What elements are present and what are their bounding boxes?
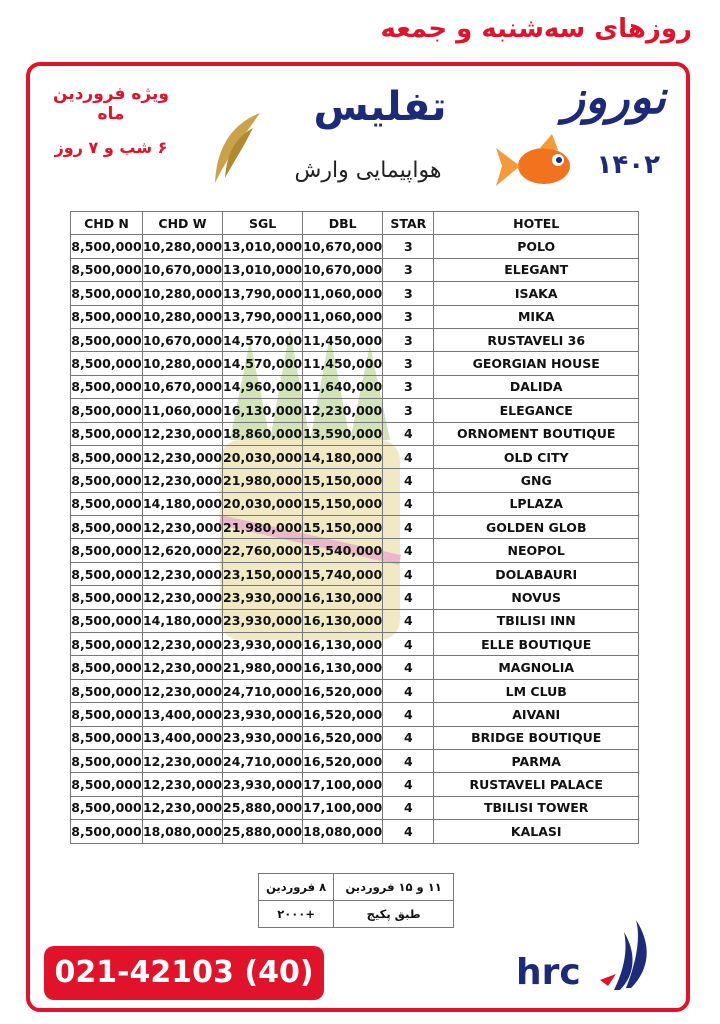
price-cell: 8,500,000 (71, 375, 143, 398)
surcharge-cell: +۲۰۰۰ (259, 901, 334, 928)
hotel-name-cell: ELEGANT (434, 258, 639, 281)
price-cell: 16,130,000 (303, 656, 383, 679)
table-row (71, 562, 639, 585)
price-cell: 25,880,000 (223, 820, 303, 843)
hotel-name-cell: POLO (434, 235, 639, 258)
hotel-name-cell: RUSTAVELI 36 (434, 328, 639, 351)
price-cell: 14,570,000 (223, 328, 303, 351)
price-cell: 13,010,000 (223, 235, 303, 258)
price-cell: 8,500,000 (71, 726, 143, 749)
table-row (71, 609, 639, 632)
price-cell: 23,930,000 (223, 703, 303, 726)
price-cell: 8,500,000 (71, 773, 143, 796)
price-cell: 16,130,000 (223, 399, 303, 422)
hotel-name-cell: OLD CITY (434, 445, 639, 468)
table-row (71, 445, 639, 468)
hotel-name-cell: RUSTAVELI PALACE (434, 773, 639, 796)
hotel-price-table (70, 211, 639, 844)
price-cell: 14,960,000 (223, 375, 303, 398)
price-cell: 16,130,000 (303, 586, 383, 609)
price-cell: 12,230,000 (142, 469, 222, 492)
price-cell: 8,500,000 (71, 305, 143, 328)
price-cell: 8,500,000 (71, 703, 143, 726)
price-cell: 8,500,000 (71, 586, 143, 609)
hotel-name-cell: GNG (434, 469, 639, 492)
price-cell: 8,500,000 (71, 539, 143, 562)
table-row (71, 703, 639, 726)
table-row (71, 820, 639, 843)
price-cell: 12,230,000 (142, 633, 222, 656)
airline-name: هواپیمایی وارش (294, 158, 442, 183)
price-cell: 11,060,000 (142, 399, 222, 422)
special-offer-text: ویژه فروردین ماه (53, 84, 169, 124)
table-row (71, 492, 639, 515)
brand-text: hrc (516, 952, 581, 993)
price-cell: 15,150,000 (303, 516, 383, 539)
star-cell: 4 (383, 796, 434, 819)
table-row (71, 282, 639, 305)
price-cell: 20,030,000 (223, 445, 303, 468)
price-cell: 10,670,000 (142, 258, 222, 281)
hotel-name-cell: KALASI (434, 820, 639, 843)
table-row (71, 399, 639, 422)
price-cell: 24,710,000 (223, 679, 303, 702)
table-header-row (71, 212, 639, 235)
hotel-name-cell: NOVUS (434, 586, 639, 609)
price-cell: 11,450,000 (303, 328, 383, 351)
price-cell: 8,500,000 (71, 609, 143, 632)
table-row (71, 679, 639, 702)
hotel-name-cell: PARMA (434, 749, 639, 772)
hotel-name-cell: GEORGIAN HOUSE (434, 352, 639, 375)
table-row (71, 633, 639, 656)
star-cell: 4 (383, 469, 434, 492)
star-cell: 3 (383, 235, 434, 258)
hotel-name-cell: LM CLUB (434, 679, 639, 702)
price-cell: 21,980,000 (223, 469, 303, 492)
hotel-name-cell: LPLAZA (434, 492, 639, 515)
star-cell: 3 (383, 375, 434, 398)
price-cell: 23,930,000 (223, 586, 303, 609)
price-cell: 15,150,000 (303, 469, 383, 492)
price-cell: 21,980,000 (223, 656, 303, 679)
price-cell: 8,500,000 (71, 422, 143, 445)
hotel-name-cell: TBILISI TOWER (434, 796, 639, 819)
price-cell: 12,230,000 (142, 516, 222, 539)
star-cell: 4 (383, 445, 434, 468)
price-cell: 10,280,000 (142, 235, 222, 258)
star-cell: 4 (383, 633, 434, 656)
table-row (71, 726, 639, 749)
price-cell: 14,180,000 (303, 445, 383, 468)
dates-table (258, 873, 454, 928)
star-cell: 4 (383, 679, 434, 702)
price-cell: 17,100,000 (303, 773, 383, 796)
price-cell: 13,010,000 (223, 258, 303, 281)
price-cell: 16,520,000 (303, 703, 383, 726)
price-cell: 8,500,000 (71, 492, 143, 515)
price-cell: 8,500,000 (71, 399, 143, 422)
price-cell: 23,930,000 (223, 609, 303, 632)
airline-bird-icon (205, 108, 265, 188)
price-cell: 8,500,000 (71, 679, 143, 702)
table-row (71, 469, 639, 492)
table-row (71, 375, 639, 398)
duration-text: ۶ شب و ۷ روز (54, 138, 168, 157)
price-cell: 12,230,000 (142, 773, 222, 796)
table-row (71, 352, 639, 375)
price-cell: 25,880,000 (223, 796, 303, 819)
price-cell: 11,060,000 (303, 305, 383, 328)
price-cell: 16,520,000 (303, 679, 383, 702)
star-cell: 4 (383, 422, 434, 445)
price-cell: 18,080,000 (303, 820, 383, 843)
price-cell: 12,230,000 (142, 562, 222, 585)
price-cell: 12,230,000 (142, 679, 222, 702)
hotel-name-cell: NEOPOL (434, 539, 639, 562)
price-cell: 11,060,000 (303, 282, 383, 305)
price-cell: 12,230,000 (142, 445, 222, 468)
table-row (71, 258, 639, 281)
column-header: DBL (303, 212, 383, 235)
price-cell: 21,980,000 (223, 516, 303, 539)
column-header: HOTEL (434, 212, 639, 235)
travel-days-text: روزهای سه‌شنبه و جمعه (380, 14, 692, 44)
price-cell: 16,520,000 (303, 749, 383, 772)
destination-title: تفلیس (313, 84, 447, 130)
price-cell: 14,180,000 (142, 609, 222, 632)
price-cell: 8,500,000 (71, 469, 143, 492)
hotel-name-cell: ELEGANCE (434, 399, 639, 422)
price-cell: 10,670,000 (142, 328, 222, 351)
price-cell: 24,710,000 (223, 749, 303, 772)
hotel-name-cell: DOLABAURI (434, 562, 639, 585)
star-cell: 4 (383, 492, 434, 515)
surcharge-cell: طبق پکیج (334, 901, 454, 928)
table-row (71, 422, 639, 445)
column-header: STAR (383, 212, 434, 235)
hotel-name-cell: ISAKA (434, 282, 639, 305)
star-cell: 4 (383, 703, 434, 726)
nowruz-logo (492, 70, 672, 200)
star-cell: 4 (383, 586, 434, 609)
price-cell: 17,100,000 (303, 796, 383, 819)
price-cell: 8,500,000 (71, 749, 143, 772)
star-cell: 4 (383, 516, 434, 539)
price-cell: 14,570,000 (223, 352, 303, 375)
price-cell: 10,670,000 (142, 375, 222, 398)
table-row (71, 749, 639, 772)
table-row (71, 796, 639, 819)
table-row (71, 235, 639, 258)
star-cell: 4 (383, 726, 434, 749)
price-cell: 12,230,000 (142, 749, 222, 772)
price-cell: 10,670,000 (303, 235, 383, 258)
price-cell: 8,500,000 (71, 796, 143, 819)
star-cell: 3 (383, 305, 434, 328)
price-cell: 13,790,000 (223, 282, 303, 305)
hotel-name-cell: MIKA (434, 305, 639, 328)
hotel-name-cell: ORNOMENT BOUTIQUE (434, 422, 639, 445)
price-cell: 12,230,000 (142, 422, 222, 445)
price-cell: 13,400,000 (142, 703, 222, 726)
goldfish-icon (492, 130, 582, 200)
price-cell: 8,500,000 (71, 516, 143, 539)
star-cell: 4 (383, 749, 434, 772)
table-row (71, 539, 639, 562)
star-cell: 4 (383, 539, 434, 562)
price-cell: 8,500,000 (71, 656, 143, 679)
hotel-name-cell: DALIDA (434, 375, 639, 398)
price-cell: 8,500,000 (71, 352, 143, 375)
star-cell: 3 (383, 399, 434, 422)
price-cell: 8,500,000 (71, 562, 143, 585)
price-cell: 23,150,000 (223, 562, 303, 585)
date-cell: ۱۱ و ۱۵ فروردین (334, 874, 454, 901)
price-cell: 13,590,000 (303, 422, 383, 445)
price-cell: 12,620,000 (142, 539, 222, 562)
price-cell: 18,080,000 (142, 820, 222, 843)
hotel-name-cell: ELLE BOUTIQUE (434, 633, 639, 656)
star-cell: 4 (383, 820, 434, 843)
column-header: CHD W (142, 212, 222, 235)
price-cell: 22,760,000 (223, 539, 303, 562)
price-cell: 8,500,000 (71, 282, 143, 305)
price-cell: 13,790,000 (223, 305, 303, 328)
column-header: SGL (223, 212, 303, 235)
price-cell: 10,670,000 (303, 258, 383, 281)
price-cell: 8,500,000 (71, 633, 143, 656)
price-cell: 8,500,000 (71, 820, 143, 843)
price-cell: 11,640,000 (303, 375, 383, 398)
price-cell: 8,500,000 (71, 445, 143, 468)
price-cell: 23,930,000 (223, 773, 303, 796)
price-cell: 8,500,000 (71, 235, 143, 258)
price-cell: 11,450,000 (303, 352, 383, 375)
price-cell: 16,130,000 (303, 609, 383, 632)
table-row (71, 328, 639, 351)
table-row (71, 586, 639, 609)
price-cell: 15,150,000 (303, 492, 383, 515)
table-row (71, 773, 639, 796)
table-row (71, 305, 639, 328)
price-cell: 10,280,000 (142, 352, 222, 375)
star-cell: 3 (383, 258, 434, 281)
top-banner (0, 0, 720, 60)
offer-box (46, 84, 176, 157)
star-cell: 4 (383, 609, 434, 632)
price-cell: 13,400,000 (142, 726, 222, 749)
date-cell: ۸ فروردین (259, 874, 334, 901)
star-cell: 4 (383, 656, 434, 679)
campaign-year: ۱۴۰۲ (596, 150, 660, 180)
price-cell: 23,930,000 (223, 633, 303, 656)
star-cell: 3 (383, 282, 434, 305)
hotel-name-cell: MAGNOLIA (434, 656, 639, 679)
star-cell: 3 (383, 352, 434, 375)
hotel-name-cell: GOLDEN GLOB (434, 516, 639, 539)
hotel-name-cell: TBILISI INN (434, 609, 639, 632)
price-cell: 10,280,000 (142, 305, 222, 328)
campaign-word: نوروز (562, 70, 666, 124)
price-cell: 16,520,000 (303, 726, 383, 749)
price-cell: 12,230,000 (142, 796, 222, 819)
price-cell: 12,230,000 (142, 586, 222, 609)
price-cell: 23,930,000 (223, 726, 303, 749)
sail-icon (516, 918, 666, 998)
price-cell: 14,180,000 (142, 492, 222, 515)
phone-number[interactable]: 021-42103 (40) (44, 946, 324, 1000)
table-row (71, 516, 639, 539)
hotel-name-cell: AIVANI (434, 703, 639, 726)
star-cell: 4 (383, 562, 434, 585)
surcharge-row (259, 901, 454, 928)
star-cell: 4 (383, 773, 434, 796)
price-cell: 12,230,000 (142, 656, 222, 679)
price-cell: 12,230,000 (303, 399, 383, 422)
price-cell: 15,740,000 (303, 562, 383, 585)
table-row (71, 656, 639, 679)
dates-row (259, 874, 454, 901)
price-cell: 18,860,000 (223, 422, 303, 445)
column-header: CHD N (71, 212, 143, 235)
price-cell: 10,280,000 (142, 282, 222, 305)
star-cell: 3 (383, 328, 434, 351)
price-cell: 8,500,000 (71, 258, 143, 281)
price-cell: 8,500,000 (71, 328, 143, 351)
price-cell: 15,540,000 (303, 539, 383, 562)
price-cell: 16,130,000 (303, 633, 383, 656)
price-cell: 20,030,000 (223, 492, 303, 515)
hotel-name-cell: BRIDGE BOUTIQUE (434, 726, 639, 749)
hrc-logo (516, 918, 666, 998)
